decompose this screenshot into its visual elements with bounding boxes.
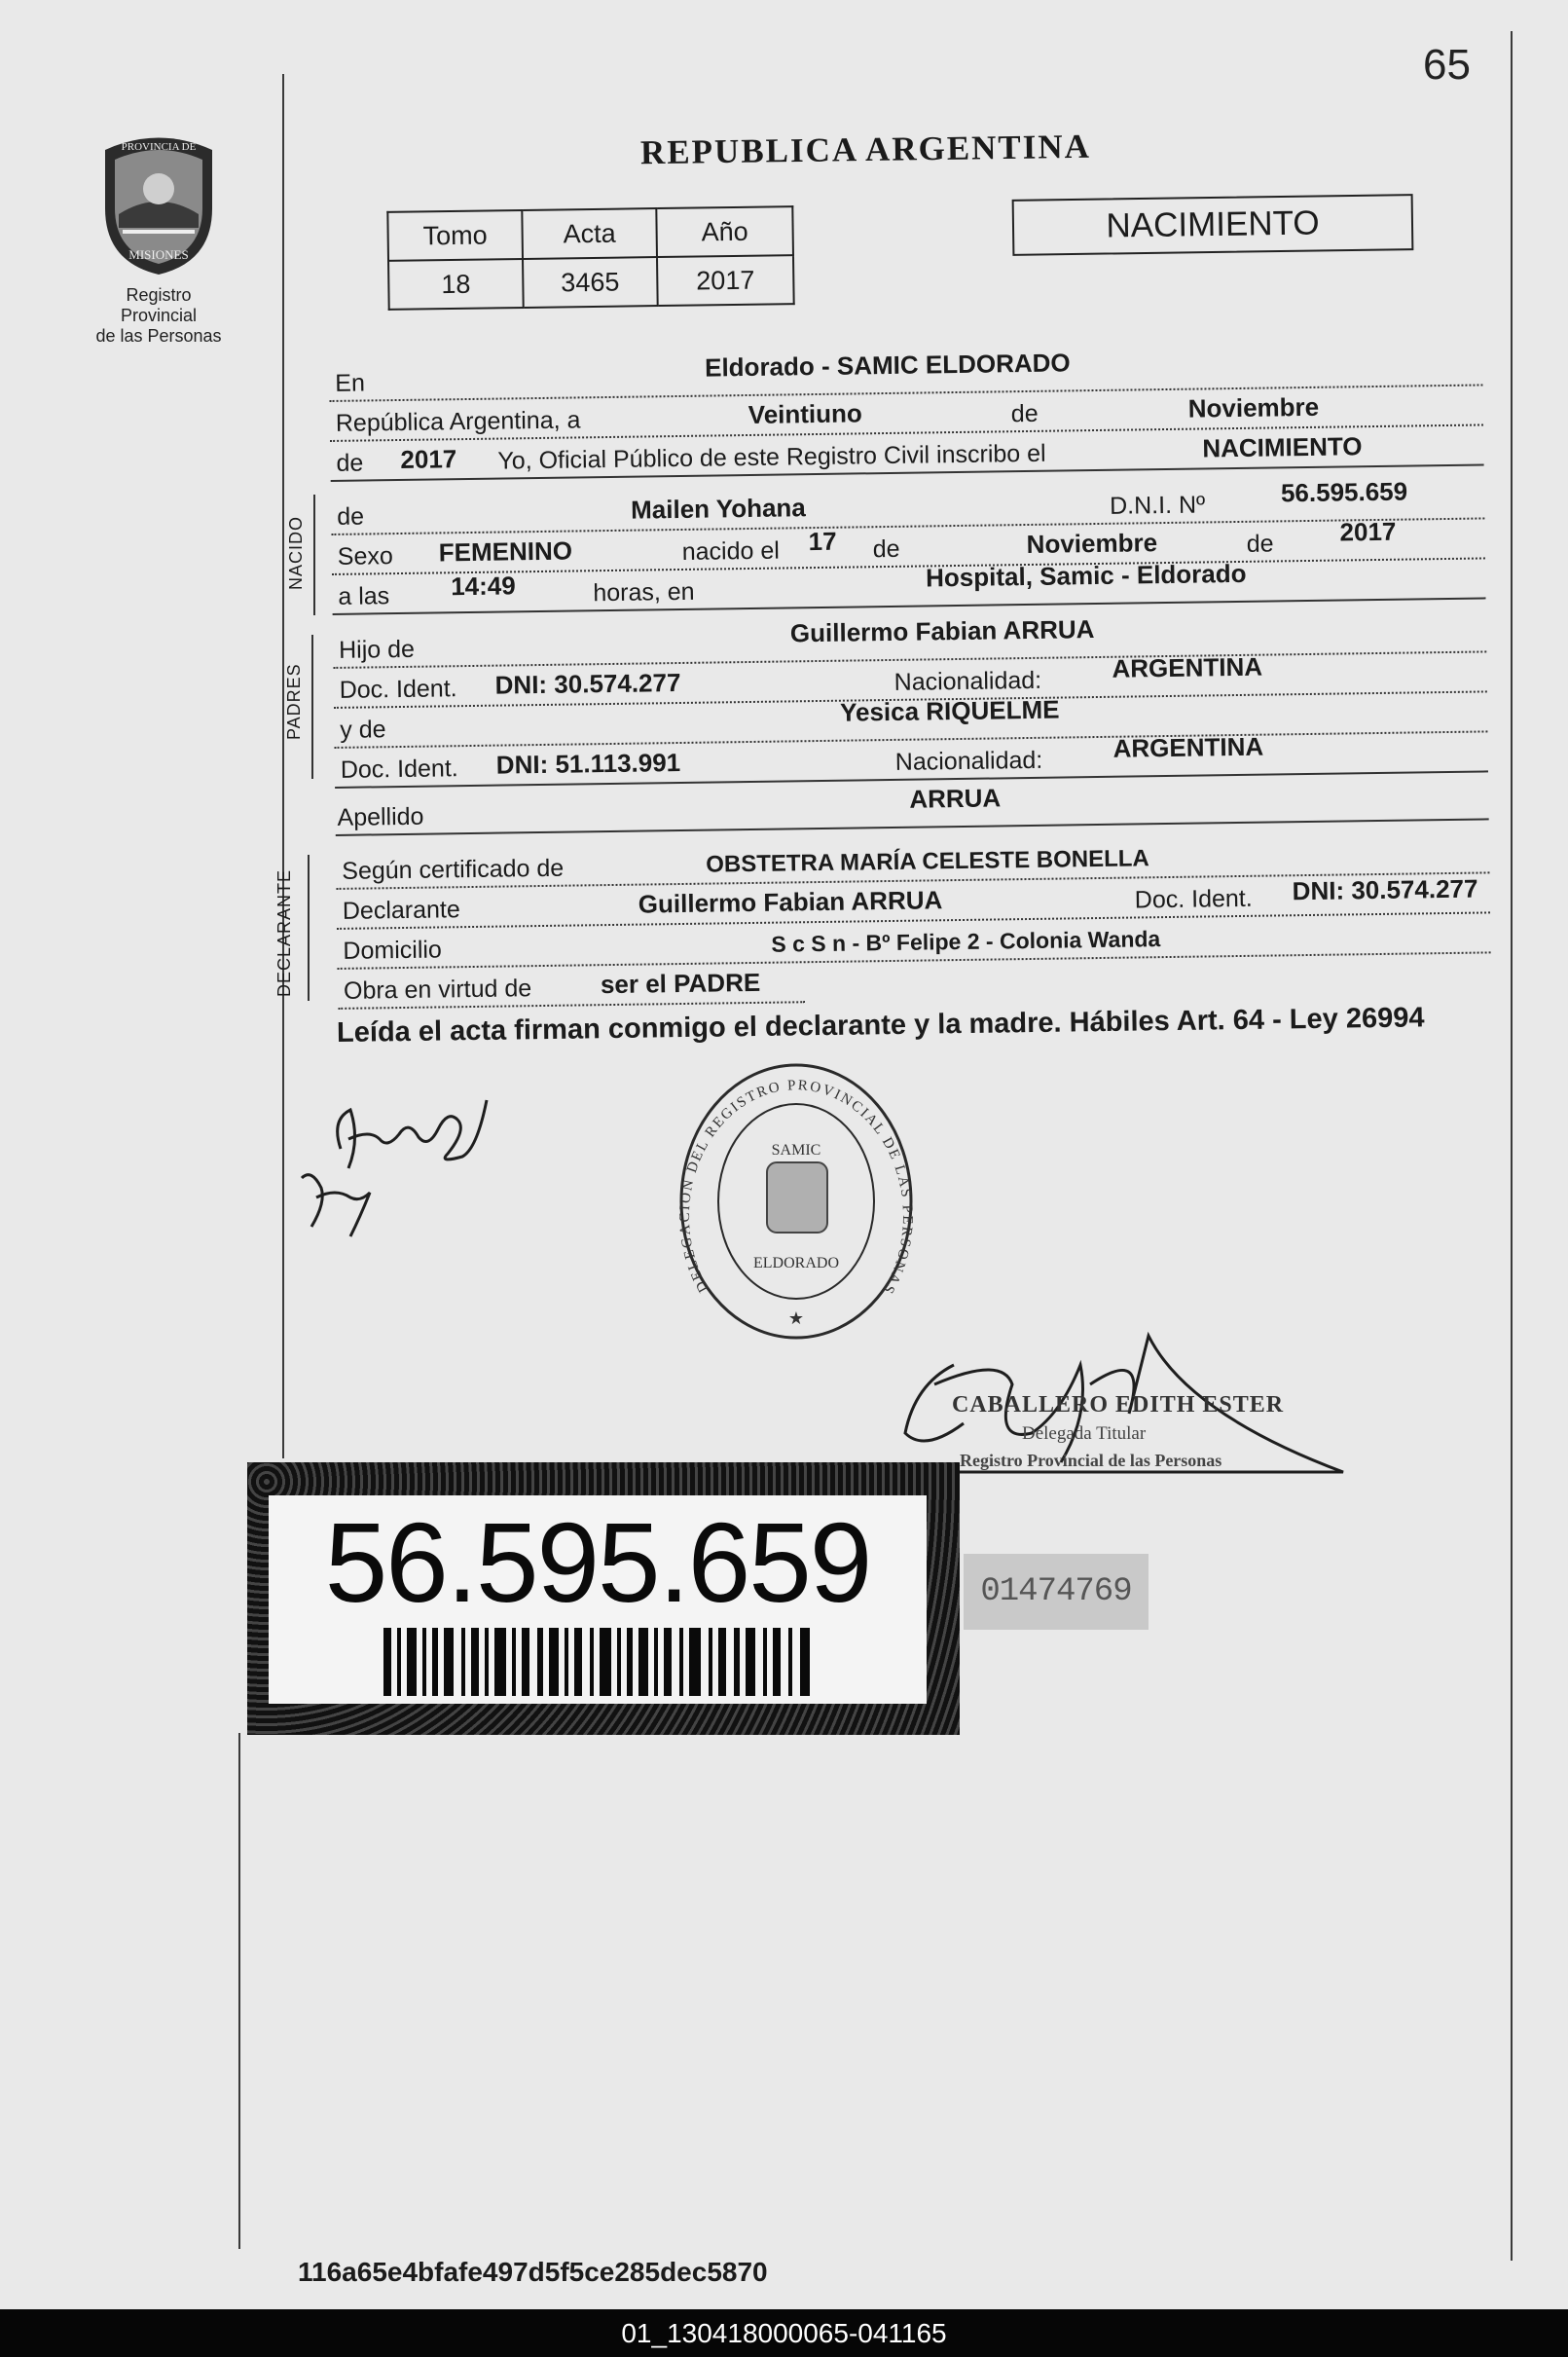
footer-bar: 01_130418000065-041165 <box>0 2309 1568 2357</box>
officer-organization: Registro Provincial de las Personas <box>960 1451 1222 1470</box>
father-doc: DNI: 30.574.277 <box>494 667 681 700</box>
label-nacionalidad-father: Nacionalidad: <box>893 666 1042 696</box>
day-words: Veintiuno <box>748 398 862 429</box>
svg-text:MISIONES: MISIONES <box>128 247 189 262</box>
certificado-value: OBSTETRA MARÍA CELESTE BONELLA <box>706 845 1149 878</box>
label-a-las: a las <box>338 582 390 610</box>
registry-logo <box>86 130 232 347</box>
padres-bracket <box>311 635 313 779</box>
mother-name: Yesica RIQUELME <box>839 694 1060 727</box>
label-de-day: de <box>872 534 900 564</box>
month-value: Noviembre <box>1187 391 1320 424</box>
label-obra-en-virtud: Obra en virtud de <box>343 975 532 1005</box>
document-hash: 116a65e4bfafe497d5f5ce285dec5870 <box>298 2257 768 2287</box>
section-padres: PADRES <box>284 663 304 740</box>
label-segun-certificado: Según certificado de <box>342 854 565 885</box>
label-apellido: Apellido <box>337 802 424 831</box>
left-margin-line-lower <box>238 1733 240 2249</box>
label-inscribo: Yo, Oficial Público de este Registro Civil inscribo el <box>497 439 1046 475</box>
birth-record-form <box>329 346 1491 1009</box>
officer-name: CABALLERO EDITH ESTER <box>952 1392 1285 1418</box>
act-value: NACIMIENTO <box>1202 431 1363 463</box>
child-name: Mailen Yohana <box>630 493 806 525</box>
birth-day: 17 <box>808 526 837 557</box>
sexo-value: FEMENINO <box>438 535 573 568</box>
registry-seal <box>670 1055 923 1347</box>
label-de-month: de <box>1246 530 1274 558</box>
domicilio-value: S c S n - Bº Felipe 2 - Colonia Wanda <box>771 926 1161 957</box>
obra-line <box>338 963 806 1010</box>
svg-text:PROVINCIA DE: PROVINCIA DE <box>121 141 197 153</box>
header-tomo: Tomo <box>387 210 523 261</box>
declarant-signature <box>292 1081 506 1246</box>
label-hijo-de: Hijo de <box>338 635 416 664</box>
label-declarante: Declarante <box>342 896 460 925</box>
svg-text:SAMIC: SAMIC <box>771 1142 821 1159</box>
svg-text:ELDORADO: ELDORADO <box>753 1255 839 1271</box>
declarante-bracket <box>308 855 310 1001</box>
value-ano: 2017 <box>657 255 794 306</box>
label-dni: D.N.I. Nº <box>1109 491 1206 520</box>
section-nacido: NACIDO <box>286 515 306 590</box>
birth-month: Noviembre <box>1026 528 1158 560</box>
father-nationality: ARGENTINA <box>1112 651 1263 683</box>
label-doc-ident-mother: Doc. Ident. <box>340 755 458 784</box>
father-name: Guillermo Fabian ARRUA <box>789 614 1095 648</box>
virtud-value: ser el PADRE <box>600 967 761 1000</box>
page-number: 65 <box>1423 41 1471 89</box>
document-title: REPUBLICA ARGENTINA <box>639 127 1092 172</box>
label-de-year: de <box>336 449 364 477</box>
birth-time: 14:49 <box>451 571 516 602</box>
apellido-value: ARRUA <box>909 783 1002 814</box>
svg-text:★: ★ <box>787 1308 805 1328</box>
label-horas-en: horas, en <box>593 577 695 608</box>
logo-caption: Registro Provincial de las Personas <box>95 285 222 346</box>
year-value: 2017 <box>400 444 457 474</box>
barcode-icon <box>383 1628 812 1696</box>
child-dni: 56.595.659 <box>1280 476 1408 508</box>
header-acta: Acta <box>522 208 657 259</box>
dni-sticker-number: 56.595.659 <box>324 1499 871 1626</box>
label-nacionalidad-mother: Nacionalidad: <box>894 746 1043 776</box>
declarante-doc: DNI: 30.574.277 <box>1292 873 1478 906</box>
right-margin-line <box>1511 31 1513 2261</box>
closing-statement: Leída el acta firman conmigo el declarante y la madre. Hábiles Art. 64 - Ley 26994 <box>336 1002 1425 1050</box>
birth-year: 2017 <box>1339 516 1397 547</box>
label-nacido-el: nacido el <box>681 536 781 566</box>
place-value: Eldorado - SAMIC ELDORADO <box>704 348 1071 383</box>
label-republica: República Argentina, a <box>335 406 581 437</box>
dni-sticker-panel <box>269 1495 927 1704</box>
label-doc-ident-father: Doc. Ident. <box>339 675 457 704</box>
left-margin-line <box>282 74 284 1458</box>
dni-sticker <box>247 1462 960 1735</box>
label-de: de <box>1010 399 1039 428</box>
label-y-de: y de <box>340 716 386 744</box>
registry-table <box>386 205 794 311</box>
mother-nationality: ARGENTINA <box>1112 731 1264 763</box>
svg-text:DELEGACION DEL REGISTRO PROVIN: DELEGACION DEL REGISTRO PROVINCIAL DE LAS PERSONAS <box>676 1078 916 1298</box>
declarante-name: Guillermo Fabian ARRUA <box>638 885 943 919</box>
officer-role: Delegada Titular <box>1022 1423 1147 1444</box>
provincia-misiones-seal-icon <box>95 130 222 276</box>
value-acta: 3465 <box>523 257 658 308</box>
birth-place: Hospital, Samic - Eldorado <box>925 558 1247 593</box>
label-en: En <box>335 369 366 397</box>
stamp-number: 01474769 <box>964 1554 1149 1630</box>
label-doc-ident-declarante: Doc. Ident. <box>1134 884 1253 914</box>
document-type-box: NACIMIENTO <box>1012 194 1414 256</box>
section-declarante: DECLARANTE <box>274 868 294 997</box>
mother-doc: DNI: 51.113.991 <box>495 747 681 780</box>
label-de-name: de <box>337 502 365 531</box>
value-tomo: 18 <box>388 259 524 310</box>
label-sexo: Sexo <box>337 542 393 571</box>
header-ano: Año <box>656 206 793 257</box>
nacido-bracket <box>313 495 315 615</box>
label-domicilio: Domicilio <box>343 936 443 965</box>
